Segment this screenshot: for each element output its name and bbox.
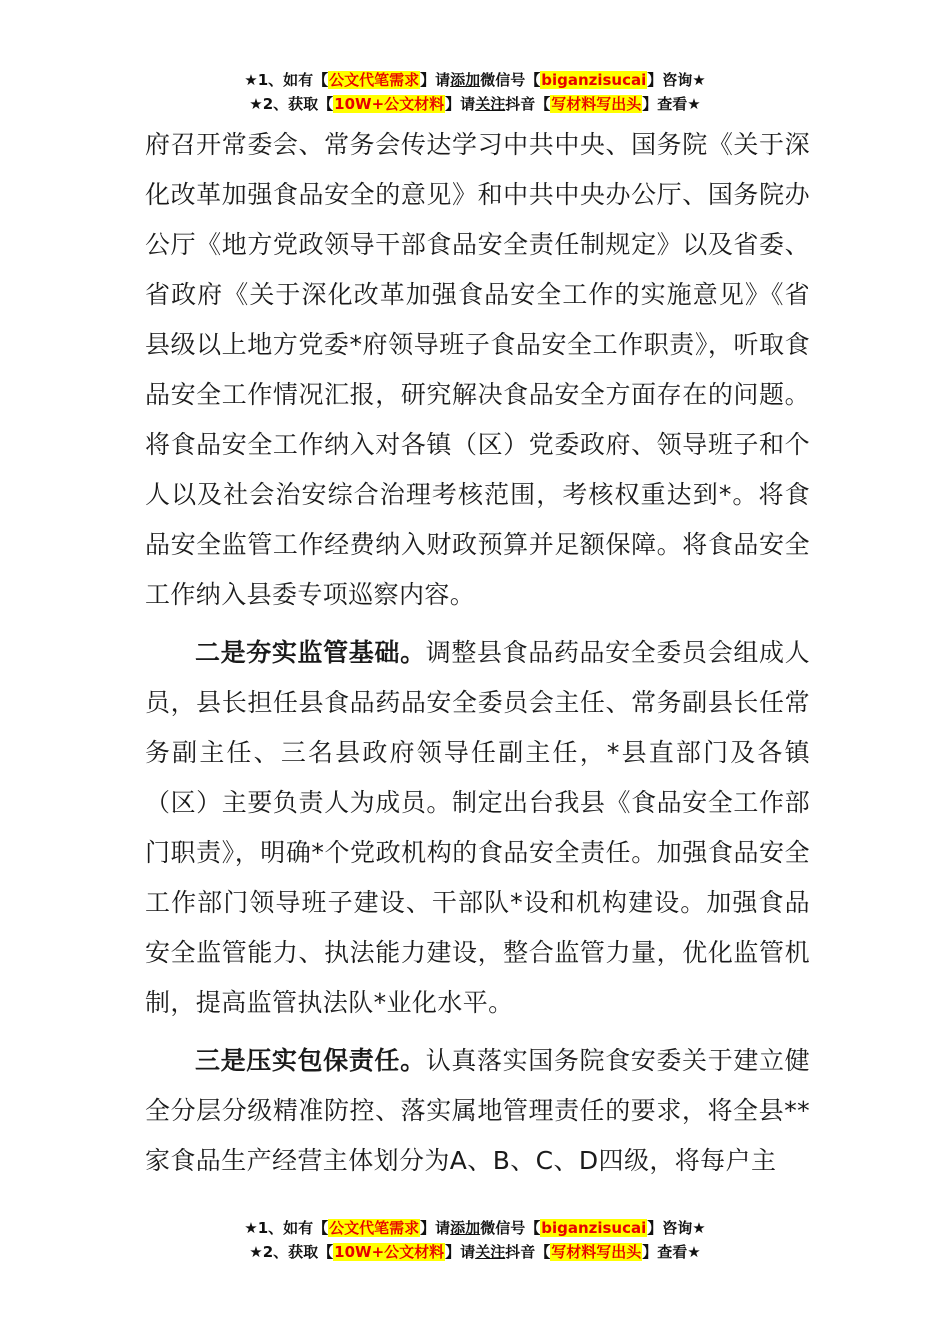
- banner-text: 】咨询: [647, 1219, 693, 1237]
- banner-text: 抖音【: [505, 95, 551, 113]
- header-banner-line-2: [0, 92, 950, 116]
- ghostwriting-highlight: 公文代笔需求: [329, 1219, 420, 1237]
- star-icon: ★: [687, 95, 701, 113]
- footer-banner: [0, 1216, 950, 1264]
- banner-text: 】查看: [642, 1243, 688, 1261]
- materials-highlight: 10W+公文材料: [334, 1243, 445, 1261]
- footer-banner-line-1: [0, 1216, 950, 1240]
- star-icon: ★: [249, 1243, 263, 1261]
- paragraph-1: [145, 120, 810, 620]
- header-banner-line-1: [0, 68, 950, 92]
- wechat-id-highlight: biganzisucai: [541, 71, 647, 89]
- banner-text: 微信号【: [480, 71, 541, 89]
- douyin-account-highlight: 写材料写出头: [551, 1243, 642, 1261]
- star-icon: ★: [692, 1219, 706, 1237]
- paragraph-2: [145, 628, 810, 1028]
- star-icon: ★: [249, 95, 263, 113]
- banner-text: 2、获取【: [262, 95, 334, 113]
- banner-underlined-text: 添加: [450, 71, 481, 89]
- header-banner: [0, 68, 950, 116]
- banner-text: 2、获取【: [262, 1243, 334, 1261]
- banner-text: 】查看: [642, 95, 688, 113]
- paragraph-text: 府召开常委会、常务会传达学习中共中央、国务院《关于深化改革加强食品安全的意见》和中共中央办公厅、国务院办公厅《地方党政领导干部食品安全责任制规定》以及省委、省政府《关于深化改革加强食品安全工作的实施意见》《省县级以上地方党委*府领导班子食品安全工作职责》，听取食品安全工作情况汇报，研究解决食品安全方面存在的问题。将食品安全工作纳入对各镇（区）党委政府、领导班子和个人以及社会治安综合治理考核范围，考核权重达到*。将食品安全监管工作经费纳入财政预算并足额保障。将食品安全工作纳入县委专项巡察内容。: [145, 130, 810, 609]
- paragraph-text: 调整县食品药品安全委员会组成人员，县长担任县食品药品安全委员会主任、常务副县长任常务副主任、三名县政府领导任副主任，*县直部门及各镇（区）主要负责人为成员。制定出台我县《食品安全工作部门职责》，明确*个党政机构的食品安全责任。加强食品安全工作部门领导班子建设、干部队*设和机构建设。加强食品安全监管能力、执法能力建设，整合监管力量，优化监管机制，提高监管执法队*业化水平。: [145, 638, 810, 1017]
- banner-text: 】请: [445, 95, 476, 113]
- banner-text: 】请: [420, 1219, 451, 1237]
- document-body: [145, 120, 810, 1186]
- footer-banner-line-2: [0, 1240, 950, 1264]
- star-icon: ★: [687, 1243, 701, 1261]
- banner-text: 微信号【: [480, 1219, 541, 1237]
- banner-text: 抖音【: [505, 1243, 551, 1261]
- douyin-account-highlight: 写材料写出头: [551, 95, 642, 113]
- banner-underlined-text: 关注: [475, 95, 506, 113]
- star-icon: ★: [244, 71, 258, 89]
- banner-text: 】咨询: [647, 71, 693, 89]
- paragraph-lead-heading: 三是压实包保责任。: [195, 1046, 426, 1075]
- banner-text: 1、如有【: [257, 1219, 329, 1237]
- banner-text: 】请: [445, 1243, 476, 1261]
- paragraph-text: 认真落实国务院食安委关于建立健全分层分级精准防控、落实属地管理责任的要求，将全县**家食品生产经营主体划分为A、B、C、D四级，将每户主: [145, 1046, 810, 1175]
- star-icon: ★: [244, 1219, 258, 1237]
- star-icon: ★: [692, 71, 706, 89]
- banner-text: 】请: [420, 71, 451, 89]
- paragraph-3: [145, 1036, 810, 1186]
- banner-underlined-text: 添加: [450, 1219, 481, 1237]
- banner-underlined-text: 关注: [475, 1243, 506, 1261]
- materials-highlight: 10W+公文材料: [334, 95, 445, 113]
- wechat-id-highlight: biganzisucai: [541, 1219, 647, 1237]
- ghostwriting-highlight: 公文代笔需求: [329, 71, 420, 89]
- banner-text: 1、如有【: [257, 71, 329, 89]
- paragraph-lead-heading: 二是夯实监管基础。: [195, 638, 426, 667]
